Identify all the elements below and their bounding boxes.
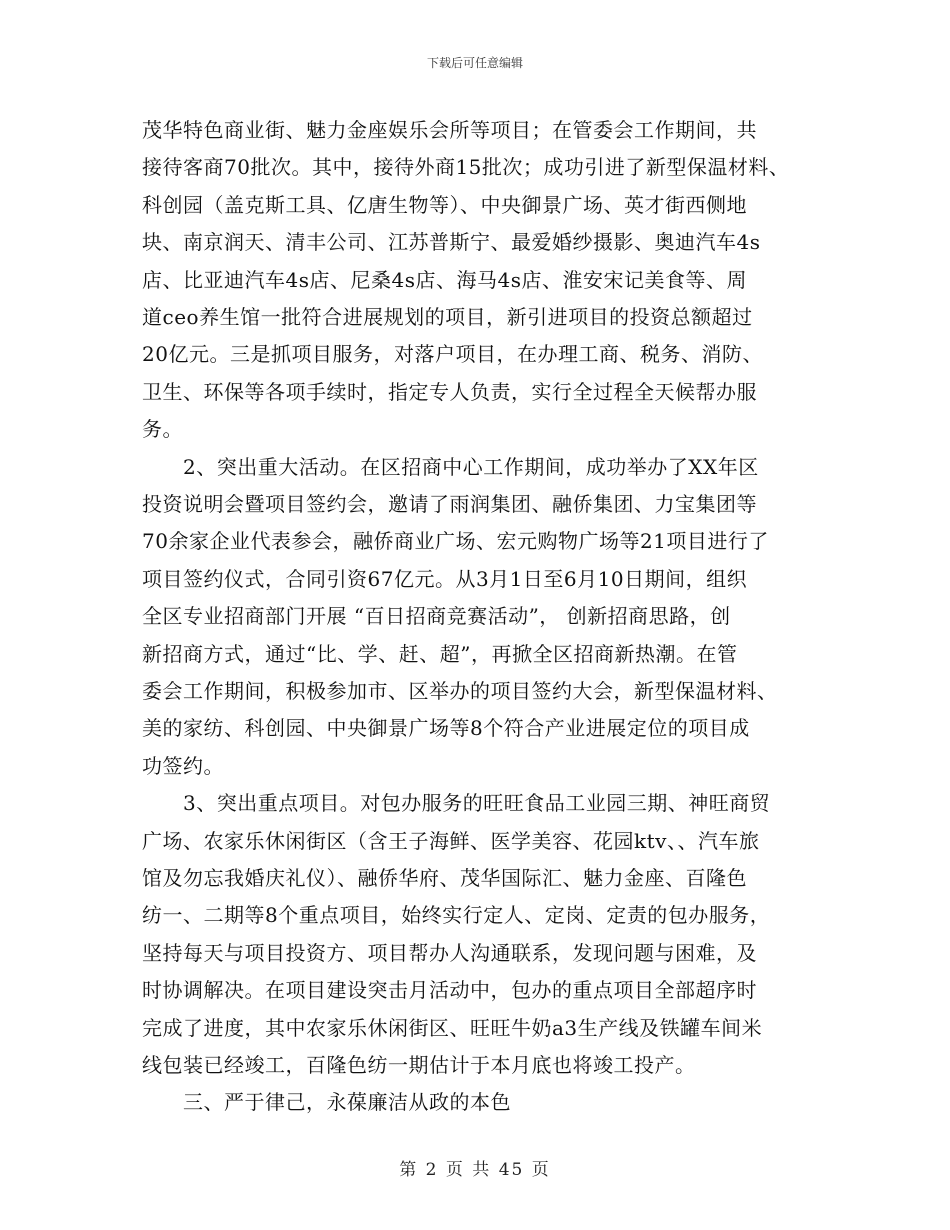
text-line: 全区专业招商部门开展 “百日招商竞赛活动”， 创新招商思路，创 (142, 604, 731, 629)
text-line: 完成了进度，其中农家乐休闲街区、旺旺牛奶a3生产线及铁罐车间米 (142, 1015, 763, 1040)
text-line: 委会工作期间，积极参加市、区举办的项目签约大会，新型保温材料、 (142, 679, 778, 703)
text-line: 店、比亚迪汽车4s店、尼桑4s店、海马4s店、淮安宋记美食等、周 (142, 267, 747, 292)
text-line: 广场、农家乐休闲街区（含王子海鲜、医学美容、花园ktv、、汽车旅 (142, 828, 760, 853)
text-line: 功签约。 (142, 753, 224, 778)
text-line: 馆及勿忘我婚庆礼仪）、融侨华府、茂华国际汇、魅力金座、百隆色 (142, 866, 747, 890)
page-header: 下载后可任意编辑 (426, 56, 523, 70)
text-line: 时协调解决。在项目建设突击月活动中，包办的重点项目全部超序时 (142, 978, 757, 1003)
text-line: 20亿元。三是抓项目服务，对落户项目，在办理工商、税务、消防、 (142, 342, 763, 367)
text-line: 新招商方式，通过“比、学、赶、超”，再掀全区招商新热潮。在管 (142, 641, 738, 666)
text-line: 茂华特色商业街、魅力金座娱乐会所等项目；在管委会工作期间，共 (142, 118, 757, 142)
text-line: 科创园（盖克斯工具、亿唐生物等）、中央御景广场、英才街西侧地 (142, 192, 747, 217)
text-line: 道ceo养生馆一批符合进展规划的项目，新引进项目的投资总额超过 (142, 305, 753, 329)
text-line: 2、突出重大活动。在区招商中心工作期间，成功举办了XX年区 (142, 454, 759, 479)
text-line: 线包装已经竣工，百隆色纺一期估计于本月底也将竣工投产。 (142, 1053, 696, 1077)
text-line: 投资说明会暨项目签约会，邀请了雨润集团、融侨集团、力宝集团等 (142, 492, 757, 516)
text-line: 接待客商70批次。其中，接待外商15批次；成功引进了新型保温材料、 (142, 155, 790, 180)
text-line: 务。 (142, 417, 183, 442)
text-line: 坚持每天与项目投资方、项目帮办人沟通联系，发现问题与困难，及 (142, 940, 757, 965)
text-line: 美的家纺、科创园、中央御景广场等8个符合产业进展定位的项目成 (142, 716, 750, 741)
text-line: 三、严于律己，永葆廉洁从政的本色 (142, 1090, 511, 1115)
text-line: 纺一、二期等8个重点项目，始终实行定人、定岗、定责的包办服务， (142, 903, 771, 928)
text-line: 70余家企业代表参会，融侨商业广场、宏元购物广场等21项目进行了 (142, 529, 769, 554)
text-line: 3、突出重点项目。对包办服务的旺旺食品工业园三期、神旺商贸 (142, 791, 771, 816)
text-line: 项目签约仪式，合同引资67亿元。从3月1日至6月10日期间，组织 (142, 566, 748, 591)
text-line: 块、南京润天、清丰公司、江苏普斯宁、最爱婚纱摄影、奥迪汽车4s (142, 230, 761, 255)
page-footer: 第 2 页 共 45 页 (399, 1160, 551, 1180)
text-line: 卫生、环保等各项手续时，指定专人负责，实行全过程全天候帮办服 (142, 379, 757, 404)
